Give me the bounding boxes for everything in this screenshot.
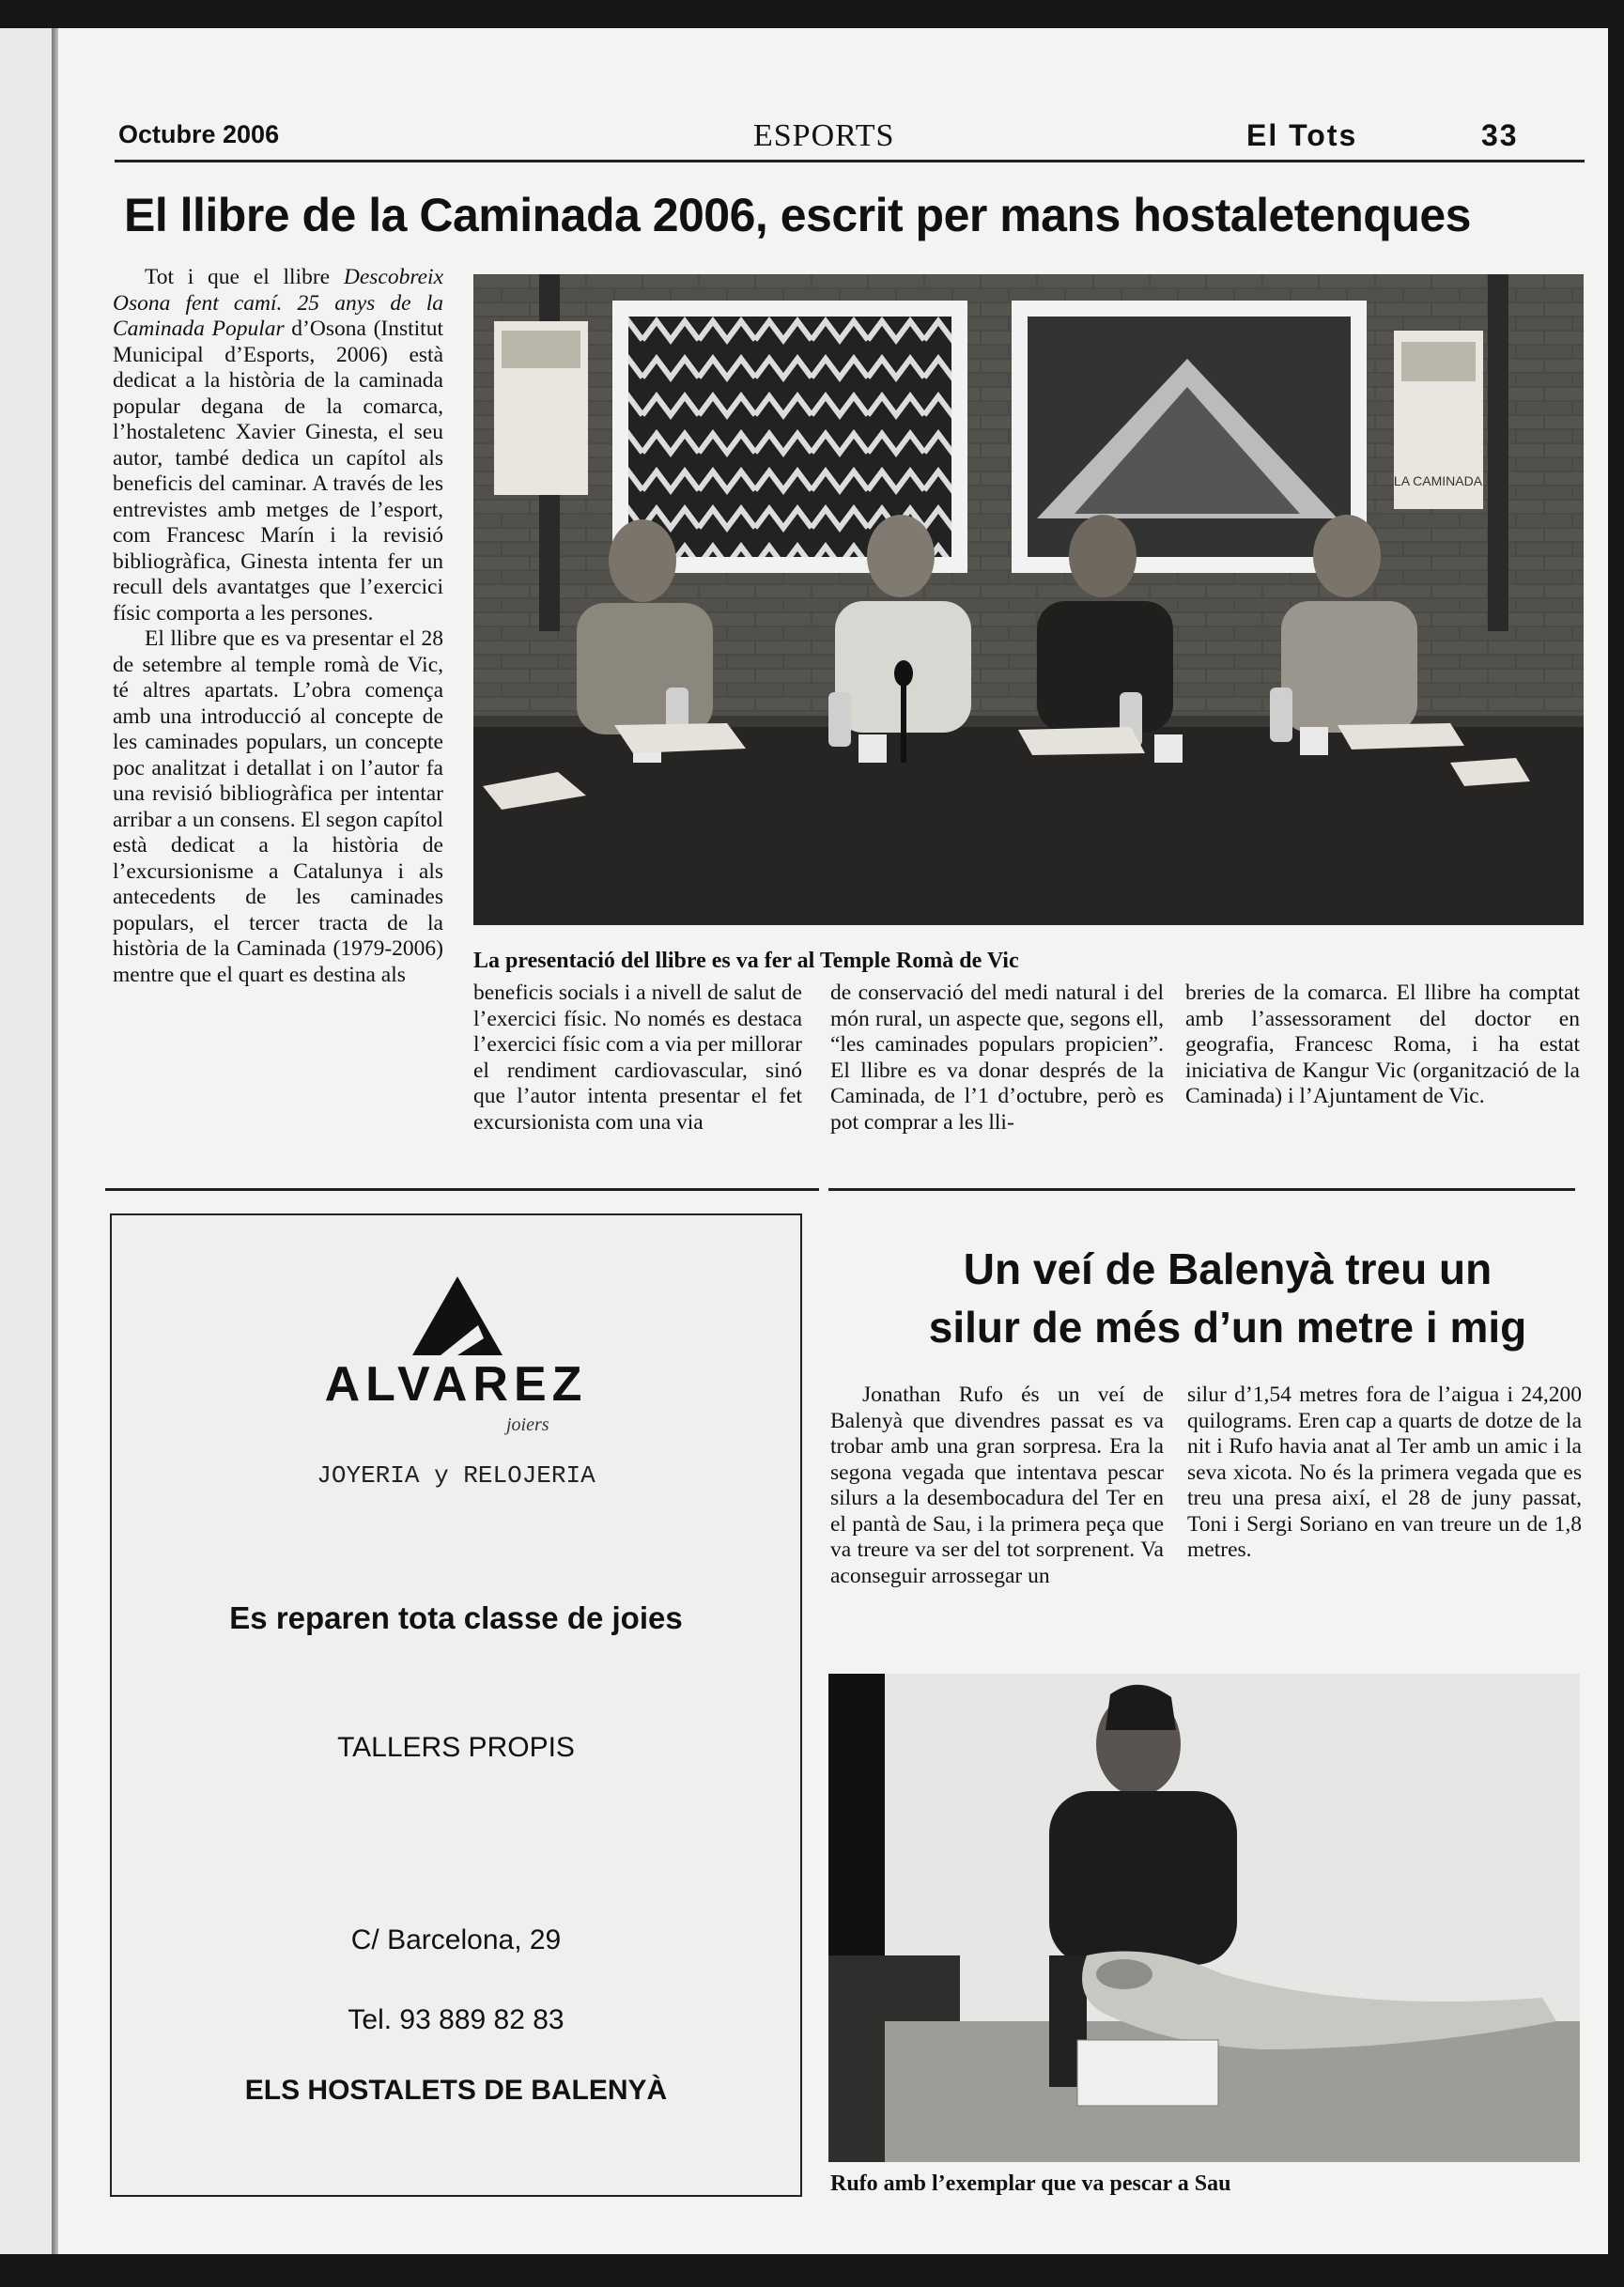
ad-brand: ALVAREZ [324,1357,588,1412]
article2-headline-line2: silur de més d’un metre i mig [928,1303,1527,1352]
article1-column-3 [830,981,1164,1136]
facing-page-edge [0,28,54,2254]
ad-address: C/ Barcelona, 29 [350,1924,562,1955]
article2-photo-caption: Rufo amb l’exemplar que va pescar a Sau [830,2171,1231,2196]
article2-column-2 [1187,1383,1582,1564]
alvarez-logo-icon [412,1276,503,1355]
article1-text-col2: beneficis socials i a nivell de salut de l’exercici físic. No només es destaca l’exercici físic com a via per millorar el rendiment cardiovascular, sinó que l’autor intenta presentar el fet excursionista com una via [473,981,802,1135]
article2-photo [828,1674,1580,2162]
ad-tagline: JOYERIA y RELOJERIA [317,1461,595,1490]
ad-brand-sub: joiers [506,1414,549,1435]
newspaper-page [58,28,1608,2254]
header-rule [115,160,1585,162]
header-month: Octubre 2006 [118,120,280,148]
article1-paragraph-1: Tot i que el llibre Descobreix Osona fent camí. 25 anys de la Caminada Popular d’Osona (Institut Municipal d’Esports, 2006) està dedicat a la història de la caminada popular degana de la comarca, l’hostaletenc Xavier Ginesta, el seu autor, també dedica un capítol als beneficis del caminar. A través de les entrevistes amb metges de l’esport, com Francesc Marín i la revisió bibliogràfica, Ginesta intenta fer un recull dels avantatges que l’exercici físic comporta a les persones. [113,265,443,626]
jewelry-advertisement [110,1213,802,2197]
article1-column-4 [1185,981,1580,1110]
article1-photo-caption: La presentació del llibre es va fer al Temple Romà de Vic [473,949,1019,973]
article2-text-col2: silur d’1,54 metres fora de l’aigua i 24,200 quilograms. Eren cap a quarts de dotze de la nit i Rufo havia anat al Ter amb un amic i la seva xicota. No és la primera vegada que es treu una presa així, el 28 de juny passat, Toni i Sergi Soriano en van treure un de 1,8 metres. [1187,1383,1582,1562]
section-rule-right [828,1188,1575,1191]
article1-column-1 [113,265,443,988]
article2-column-1 [830,1383,1164,1589]
article1-paragraph-2: El llibre que es va presentar el 28 de setembre al temple romà de Vic, té altres apartats. L’obra comença amb una introducció al concepte de les caminades populars, un concepte poc analitzat i detallat i on l’autor fa una revisió bibliogràfica per intentar arribar a un consens. El segon capítol està dedicat a la història de l’excursionisme a Catalunya i als antecedents de les caminades populars, el tercer tracta de la història de la Caminada (1979-2006) mentre que el quart es destina als [113,626,443,987]
section-rule-left [105,1188,819,1191]
article2-headline-line1: Un veí de Balenyà treu un [963,1244,1493,1293]
header-publication: El Tots [1246,118,1358,152]
ad-phone: Tel. 93 889 82 83 [348,2004,565,2035]
ad-line-repairs: Es reparen tota classe de joies [229,1600,683,1635]
article2-text-col1: Jonathan Rufo és un veí de Balenyà que divendres passat es va trobar amb una gran sorpresa. Era la segona vegada que intentava pescar silurs a la desembocadura del Ter en el pantà de Sau, i la primera peça que va treure va ser del tot sorprenent. Va aconseguir arrossegar un [830,1383,1164,1588]
article2-headline [880,1240,1575,1356]
article1-text-col4: breries de la comarca. El llibre ha comptat amb l’assessorament del doctor en geografia, Francesc Roma, i ha estat iniciativa de Kangur Vic (organització de la Caminada) i l’Ajuntament de Vic. [1185,981,1580,1108]
fish-photo-illustration [828,1674,1580,2162]
article1-photo [473,274,1584,925]
article1-column-2 [473,981,802,1136]
ad-line-workshops: TALLERS PROPIS [337,1732,575,1763]
poster-text: LA CAMINADA [1393,473,1483,488]
header-section: ESPORTS [753,118,895,153]
header-page-number: 33 [1481,118,1519,152]
article1-headline: El llibre de la Caminada 2006, escrit per mans hostaletenques [124,189,1471,241]
presentation-photo-illustration [473,274,1584,925]
article1-text-col3: de conservació del medi natural i del món rural, un aspecte que, segons ell, “les caminades populars propicien”. El llibre es va donar després de la Caminada, de l’1 d’octubre, però es pot comprar a les lli- [830,981,1164,1135]
ad-town: ELS HOSTALETS DE BALENYÀ [244,2075,668,2106]
